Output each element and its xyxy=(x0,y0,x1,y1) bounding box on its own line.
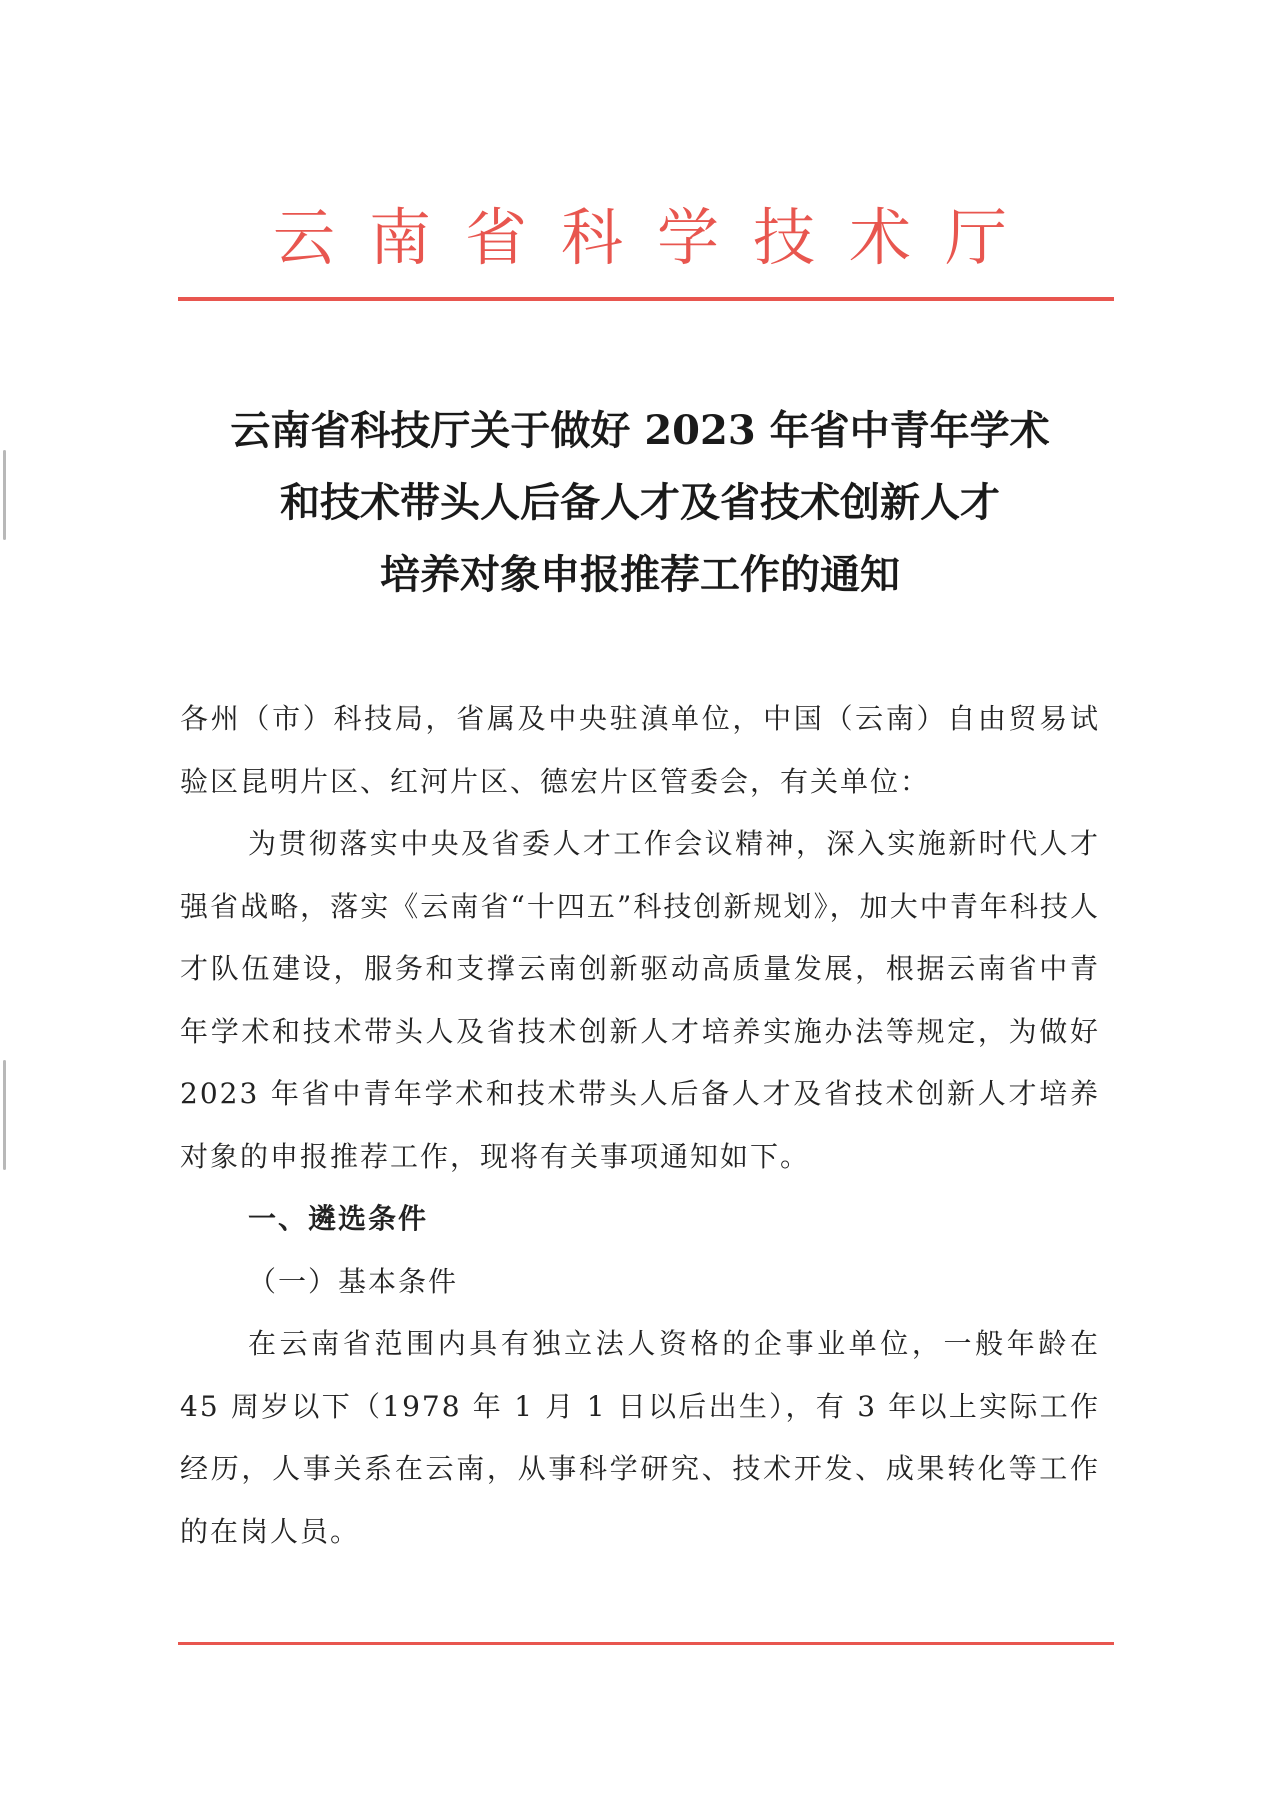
title-line: 培养对象申报推荐工作的通知 xyxy=(380,551,900,598)
scan-edge-mark xyxy=(3,1060,6,1170)
document-body xyxy=(180,688,1100,1563)
masthead: 云南省科学技术厅 xyxy=(272,201,1041,274)
title-line: 和技术带头人后备人才及省技术创新人才 xyxy=(280,479,1000,526)
addressee: 各州（市）科技局，省属及中央驻滇单位，中国（云南）自由贸易试验区昆明片区、红河片区、德宏片区管委会，有关单位： xyxy=(180,702,1100,798)
masthead-red-rule xyxy=(178,297,1114,301)
title-line: 云南省科技厅关于做好 2023 年省中青年学术 xyxy=(230,407,1050,454)
document-title xyxy=(160,395,1120,611)
subsection-heading: （一）基本条件 xyxy=(248,1264,459,1298)
section-heading: 一、遴选条件 xyxy=(248,1202,429,1235)
footer-red-rule xyxy=(178,1642,1114,1645)
subsection-paragraph: 在云南省范围内具有独立法人资格的企事业单位，一般年龄在 45 周岁以下（1978 年 1 月 1 日以后出生），有 3 年以上实际工作经历，人事关系在云南，从事科学研究、技术开发、成果转化等工作的在岗人员。 xyxy=(180,1327,1100,1548)
intro-paragraph: 为贯彻落实中央及省委人才工作会议精神，深入实施新时代人才强省战略，落实《云南省“十四五”科技创新规划》，加大中青年科技人才队伍建设，服务和支撑云南创新驱动高质量发展，根据云南省中青年学术和技术带头人及省技术创新人才培养实施办法等规定，为做好 2023 年省中青年学术和技术带头人后备人才及省技术创新人才培养对象的申报推荐工作，现将有关事项通知如下。 xyxy=(180,827,1100,1173)
scan-edge-mark xyxy=(3,450,6,540)
